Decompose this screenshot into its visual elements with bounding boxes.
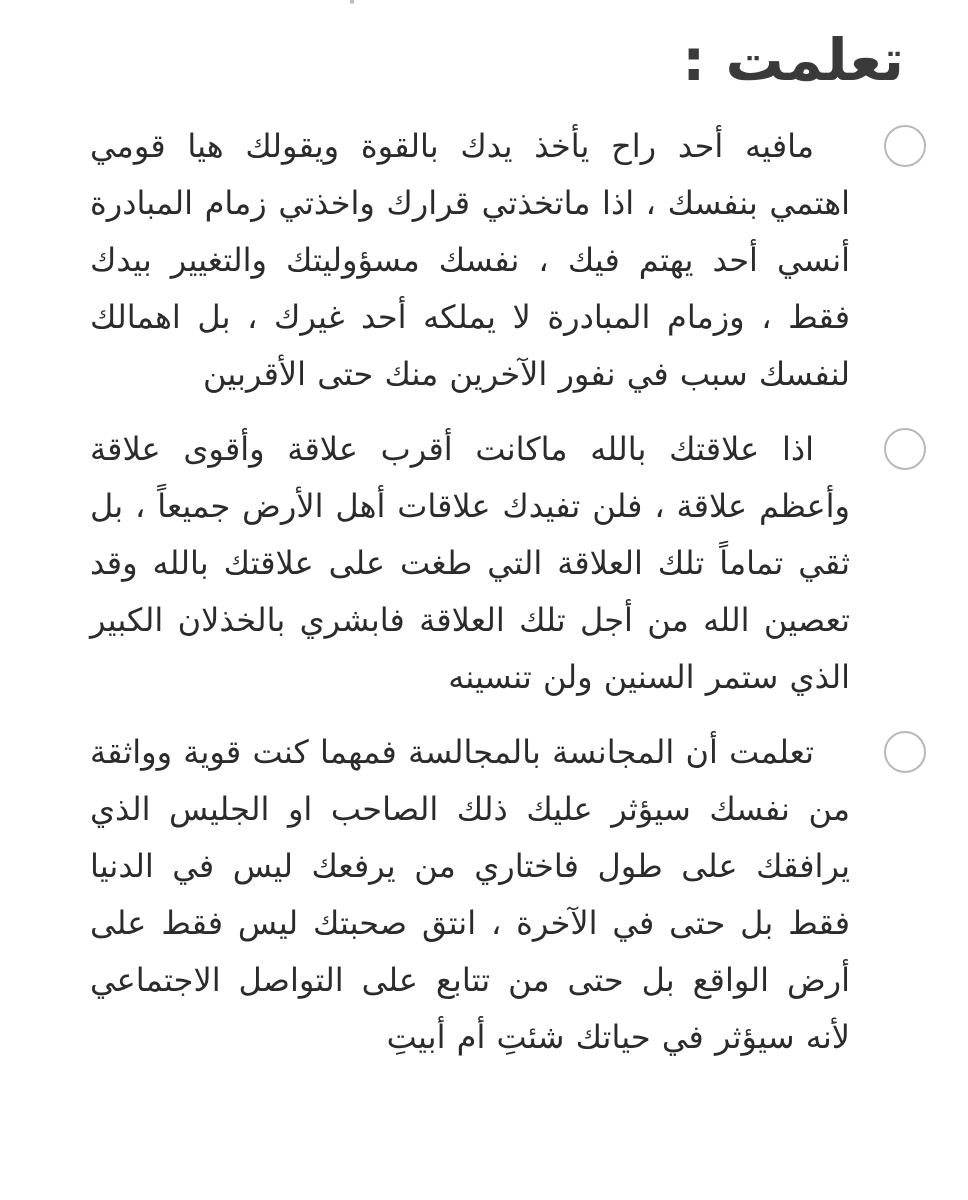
radio-circle-icon[interactable]: [884, 428, 926, 470]
checklist-item-text: اذا علاقتك بالله ماكانت أقرب علاقة وأقوى علاقة وأعظم علاقة ، فلن تفيدك علاقات أهل الأرض جميعاً ، بل ثقي تماماً تلك العلاقة التي طغت على علاقتك بالله وقد تعصين الله من أجل تلك العلاقة فابشري بالخذلان الكبير الذي ستمر السنين ولن تنسينه: [90, 430, 850, 696]
page-heading: تعلمت :: [682, 26, 904, 94]
checklist-item: [90, 724, 850, 1066]
checklist: [90, 118, 850, 1084]
checklist-item-text: مافيه أحد راح يأخذ يدك بالقوة ويقولك هيا قومي اهتمي بنفسك ، اذا ماتخذتي قرارك واخذتي زمام المبادرة أنسي أحد يهتم فيك ، نفسك مسؤوليتك والتغيير بيدك فقط ، وزمام المبادرة لا يملكه أحد غيرك ، بل اهمالك لنفسك سبب في نفور الآخرين منك حتى الأقربين: [90, 127, 850, 393]
radio-circle-icon[interactable]: [884, 731, 926, 773]
checklist-item-text: تعلمت أن المجانسة بالمجالسة فمهما كنت قوية وواثقة من نفسك سيؤثر عليك ذلك الصاحب او الجليس الذي يرافقك على طول فاختاري من يرفعك ليس في الدنيا فقط بل حتى في الآخرة ، انتق صحبتك ليس فقط على أرض الواقع بل حتى من تتابع على التواصل الاجتماعي لأنه سيؤثر في حياتك شئتِ أم أبيتِ: [90, 733, 850, 1056]
scroll-edge-mark: [350, 0, 354, 4]
checklist-item: [90, 421, 850, 706]
checklist-item: [90, 118, 850, 403]
radio-circle-icon[interactable]: [884, 125, 926, 167]
